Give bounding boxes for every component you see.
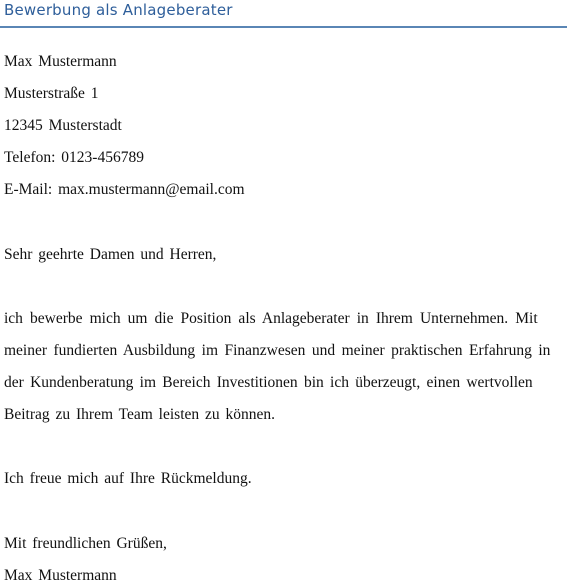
sender-email: E-Mail: max.mustermann@email.com (4, 181, 245, 198)
closing-phrase: Mit freundlichen Grüßen, (4, 535, 167, 552)
sender-street: Musterstraße 1 (4, 85, 99, 102)
signature-name: Max Mustermann (4, 567, 117, 584)
sender-phone: Telefon: 0123-456789 (4, 149, 144, 166)
title-divider (0, 26, 567, 28)
document-title: Bewerbung als Anlageberater (4, 1, 233, 19)
body-paragraph-line: ich bewerbe mich um die Position als Anlageberater in Ihrem Unternehmen. Mit (4, 310, 538, 327)
closing-paragraph: Ich freue mich auf Ihre Rückmeldung. (4, 470, 252, 487)
sender-name: Max Mustermann (4, 53, 117, 70)
body-paragraph-line: meiner fundierten Ausbildung im Finanzwesen und meiner praktischen Erfahrung in (4, 342, 551, 359)
body-paragraph-line: der Kundenberatung im Bereich Investitionen bin ich überzeugt, einen wertvollen (4, 374, 533, 391)
body-paragraph-line: Beitrag zu Ihrem Team leisten zu können. (4, 406, 276, 423)
salutation: Sehr geehrte Damen und Herren, (4, 246, 217, 263)
sender-city: 12345 Musterstadt (4, 117, 122, 134)
